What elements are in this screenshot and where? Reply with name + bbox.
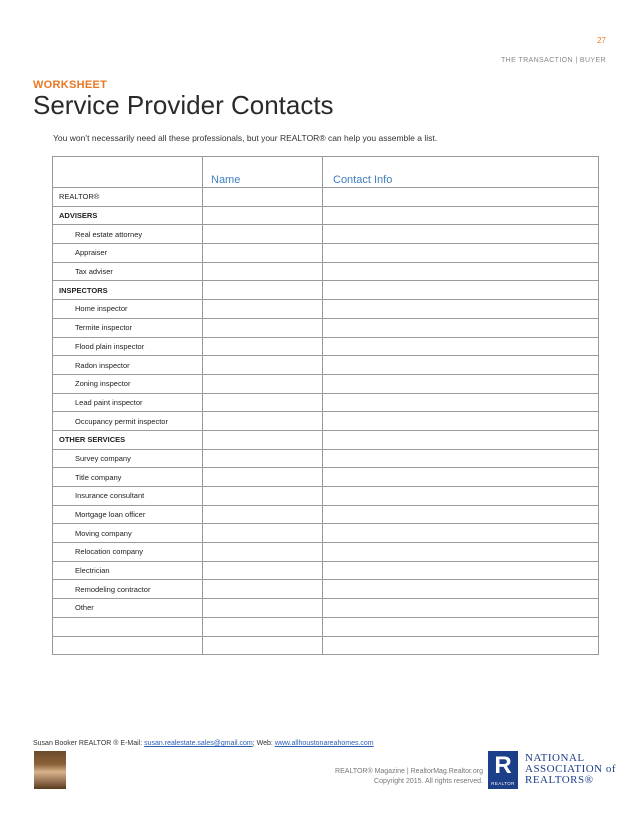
name-cell[interactable] [203, 487, 323, 506]
worksheet-kicker: WORKSHEET [33, 79, 108, 91]
table-row [53, 281, 599, 300]
table-row [53, 262, 599, 281]
page-title: Service Provider Contacts [33, 90, 334, 120]
row-label: Survey company [53, 449, 203, 468]
row-label: Lead paint inspector [53, 393, 203, 412]
name-cell[interactable] [203, 599, 323, 618]
contact-info-cell[interactable] [323, 468, 599, 487]
name-cell[interactable] [203, 262, 323, 281]
contact-info-cell[interactable] [323, 225, 599, 244]
email-link[interactable]: susan.realestate.sales@gmail.com [144, 740, 253, 747]
column-header-contact: Contact Info [323, 157, 599, 188]
contact-info-cell[interactable] [323, 636, 599, 655]
name-cell[interactable] [203, 300, 323, 319]
table-row [53, 206, 599, 225]
website-link[interactable]: www.allhoustonareahomes.com [274, 740, 374, 747]
name-cell[interactable] [203, 430, 323, 449]
contact-info-cell[interactable] [323, 543, 599, 562]
contact-info-cell[interactable] [323, 356, 599, 375]
column-header-name: Name [203, 157, 323, 188]
table-row [53, 393, 599, 412]
contact-info-cell[interactable] [323, 281, 599, 300]
table-row [53, 318, 599, 337]
realtor-logo-tag: REALTOR [491, 781, 515, 786]
name-cell[interactable] [203, 244, 323, 263]
row-label: Remodeling contractor [53, 580, 203, 599]
contact-info-cell[interactable] [323, 487, 599, 506]
table-row [53, 188, 599, 207]
name-cell[interactable] [203, 188, 323, 207]
table-row [53, 524, 599, 543]
table-row [53, 449, 599, 468]
table-row [53, 543, 599, 562]
contact-info-cell[interactable] [323, 412, 599, 431]
table-row [53, 561, 599, 580]
row-label: Flood plain inspector [53, 337, 203, 356]
name-cell[interactable] [203, 524, 323, 543]
name-cell[interactable] [203, 225, 323, 244]
table-row [53, 580, 599, 599]
name-cell[interactable] [203, 636, 323, 655]
row-label: Title company [53, 468, 203, 487]
name-cell[interactable] [203, 617, 323, 636]
column-header-label [53, 157, 203, 188]
row-label: Moving company [53, 524, 203, 543]
row-label: Radon inspector [53, 356, 203, 375]
realtor-r-icon: R [494, 752, 512, 779]
row-label: Insurance consultant [53, 487, 203, 506]
contact-info-cell[interactable] [323, 561, 599, 580]
realtor-logo [488, 751, 518, 789]
contact-info-cell[interactable] [323, 188, 599, 207]
table-row [53, 468, 599, 487]
table-row [53, 356, 599, 375]
name-cell[interactable] [203, 543, 323, 562]
copyright-credit [320, 767, 483, 787]
table-row [53, 374, 599, 393]
section-label: THE TRANSACTION | BUYER [500, 57, 606, 64]
page-number: 27 [597, 36, 606, 45]
contact-info-cell[interactable] [323, 337, 599, 356]
contact-info-cell[interactable] [323, 580, 599, 599]
contacts-table [52, 156, 599, 655]
name-cell[interactable] [203, 468, 323, 487]
name-cell[interactable] [203, 356, 323, 375]
row-label: INSPECTORS [53, 281, 203, 300]
contact-info-cell[interactable] [323, 244, 599, 263]
table-row [53, 599, 599, 618]
intro-text: You won’t necessarily need all these professionals, but your REALTOR® can help you assemble a list. [53, 133, 438, 143]
nar-line-3: REALTORS® [525, 774, 594, 786]
row-label: Relocation company [53, 543, 203, 562]
row-label: Mortgage loan officer [53, 505, 203, 524]
row-label: ADVISERS [53, 206, 203, 225]
row-label: Real estate attorney [53, 225, 203, 244]
row-label: Termite inspector [53, 318, 203, 337]
credit-line-1: REALTOR® Magazine | RealtorMag.Realtor.org [335, 768, 483, 775]
row-label: Home inspector [53, 300, 203, 319]
table-row [53, 617, 599, 636]
name-cell[interactable] [203, 561, 323, 580]
name-cell[interactable] [203, 374, 323, 393]
row-label: Electrician [53, 561, 203, 580]
contact-info-cell[interactable] [323, 206, 599, 225]
row-label [53, 636, 203, 655]
row-label: Zoning inspector [53, 374, 203, 393]
nar-wordmark [525, 753, 616, 786]
header-row [53, 157, 599, 188]
nar-line-2: ASSOCIATION of [525, 763, 617, 775]
row-label: Occupancy permit inspector [53, 412, 203, 431]
contact-info-cell[interactable] [323, 393, 599, 412]
name-cell[interactable] [203, 337, 323, 356]
name-cell[interactable] [203, 393, 323, 412]
contact-info-cell[interactable] [323, 300, 599, 319]
contact-info-cell[interactable] [323, 430, 599, 449]
contact-info-cell[interactable] [323, 262, 599, 281]
contact-info-cell[interactable] [323, 505, 599, 524]
nar-line-1: NATIONAL [525, 752, 585, 764]
name-cell[interactable] [203, 412, 323, 431]
agent-contact-line [33, 740, 374, 747]
name-cell[interactable] [203, 206, 323, 225]
name-cell[interactable] [203, 318, 323, 337]
agent-name: Susan Booker REALTOR ® E-Mail: [33, 740, 145, 747]
name-cell[interactable] [203, 449, 323, 468]
contact-info-cell[interactable] [323, 318, 599, 337]
contact-info-cell[interactable] [323, 617, 599, 636]
table-row [53, 300, 599, 319]
name-cell[interactable] [203, 281, 323, 300]
contact-info-cell[interactable] [323, 374, 599, 393]
contact-info-cell[interactable] [323, 524, 599, 543]
agent-photo [34, 751, 66, 789]
table-row [53, 337, 599, 356]
name-cell[interactable] [203, 580, 323, 599]
row-label: Appraiser [53, 244, 203, 263]
table-row [53, 487, 599, 506]
table-row [53, 225, 599, 244]
credit-line-2: Copyright 2015. All rights reserved. [374, 778, 483, 785]
row-label: REALTOR® [53, 188, 203, 207]
row-label [53, 617, 203, 636]
row-label: Other [53, 599, 203, 618]
table-row [53, 505, 599, 524]
contact-info-cell[interactable] [323, 449, 599, 468]
table-row [53, 636, 599, 655]
table-row [53, 244, 599, 263]
table-row [53, 412, 599, 431]
web-prefix: ; Web: [252, 740, 275, 747]
row-label: Tax adviser [53, 262, 203, 281]
name-cell[interactable] [203, 505, 323, 524]
table-row [53, 430, 599, 449]
row-label: OTHER SERVICES [53, 430, 203, 449]
contact-info-cell[interactable] [323, 599, 599, 618]
